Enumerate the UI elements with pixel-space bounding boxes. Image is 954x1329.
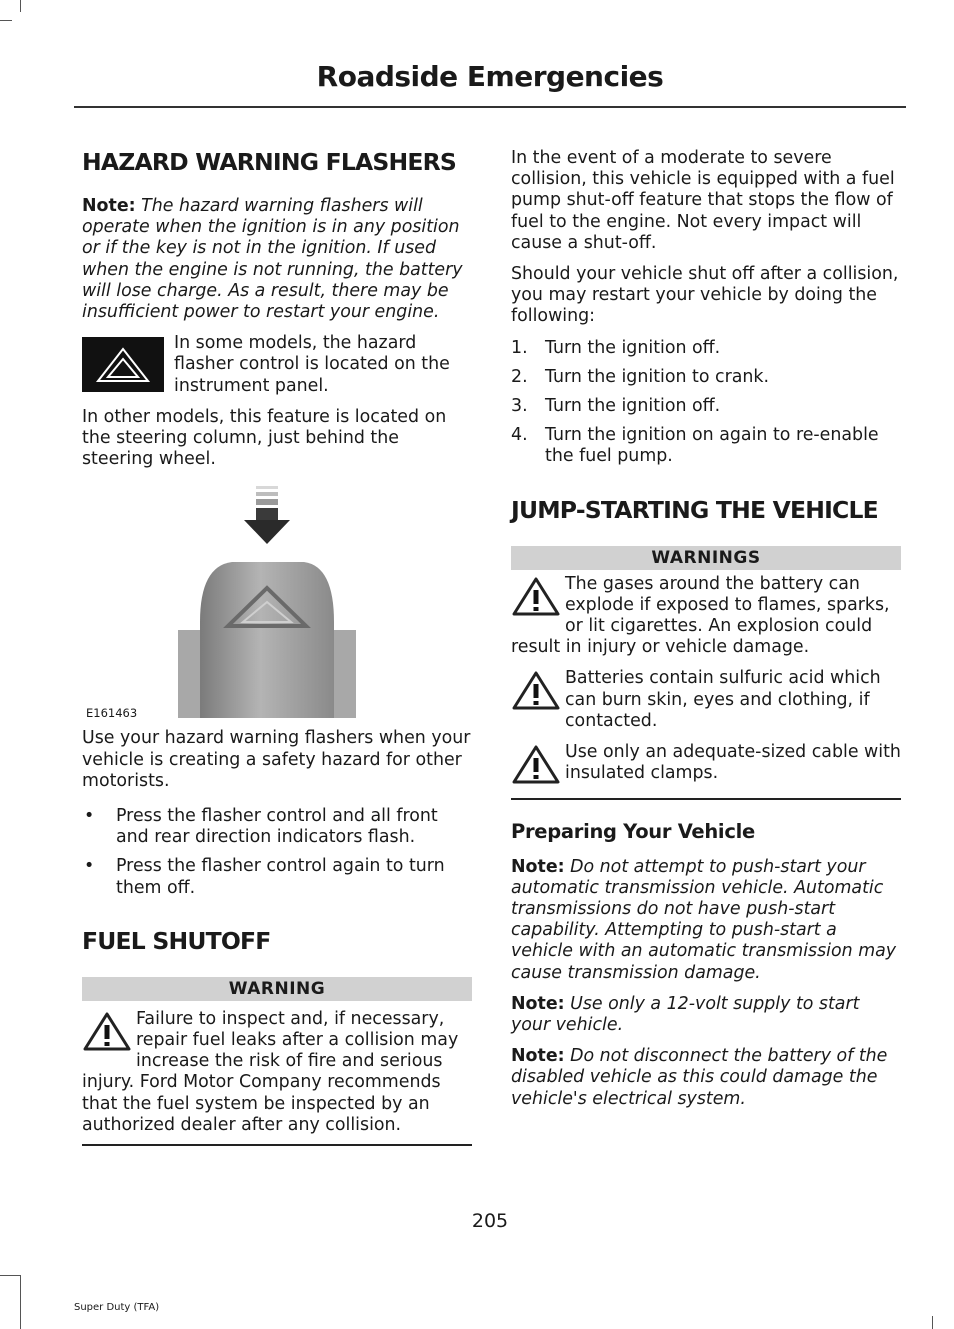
note-text: The hazard warning flashers will operate when the ignition is in any position or if the key is not in the ignition. If used when the engine is not running, the battery will lose charge. As a result, there may be insufficient power to restart your engine. — [82, 196, 463, 323]
warning-end-rule — [511, 798, 901, 800]
jump-heading: JUMP-STARTING THE VEHICLE — [511, 495, 878, 524]
restart-steps — [511, 338, 901, 468]
fuel-intro: In the event of a moderate to severe collision, this vehicle is equipped with a fuel pump shut-off feature that stops the flow of fuel to the engine. Not every impact will cause a shut-off. — [511, 148, 895, 253]
hazard-bullet-list — [82, 806, 472, 899]
jump-note: Note: Do not attempt to push-start your automatic transmission vehicle. Automatic transmissions do not have push-start capability. Attempting to push-start a vehicle with an automatic transmission may cause transmission damage. — [511, 856, 897, 983]
jump-warning: Use only an adequate-sized cable with insulated clamps. — [511, 742, 901, 786]
hazard-button-illustration — [82, 482, 472, 722]
jump-note: Note: Do not disconnect the battery of the disabled vehicle as this could damage the vehicle's electrical system. — [511, 1046, 888, 1109]
list-item: 4. Turn the ignition on again to re-enable the fuel pump. — [511, 425, 879, 467]
crop-mark — [932, 1316, 933, 1329]
list-item: 3. Turn the ignition off. — [511, 396, 721, 417]
warning-triangle-icon — [82, 1011, 132, 1053]
page-number: 205 — [471, 1210, 509, 1232]
jump-warning: The gases around the battery can explode if exposed to flames, sparks, or lit cigarettes. An explosion could result in injury or vehicle damage. — [511, 573, 890, 658]
footer-model: Super Duty (TFA) — [74, 1302, 160, 1313]
crop-mark — [20, 0, 21, 12]
jump-note: Note: Use only a 12-volt supply to start your vehicle. — [511, 993, 860, 1035]
figure-label: E161463 — [86, 706, 138, 721]
left-column — [82, 146, 472, 1146]
preparing-heading: Preparing Your Vehicle — [511, 819, 755, 843]
hazard-button-figure — [82, 482, 472, 722]
fuel-heading: FUEL SHUTOFF — [82, 926, 271, 955]
fuel-warning-bar: WARNING — [82, 977, 472, 1001]
warning-triangle-icon — [511, 576, 561, 618]
page-header-title: Roadside Emergencies — [316, 60, 664, 93]
hazard-note — [82, 196, 472, 323]
jump-warning: Batteries contain sulfuric acid which can burn skin, eyes and clothing, if contacted. — [511, 668, 901, 732]
crop-mark — [0, 1275, 20, 1276]
hazard-icon-row — [82, 333, 472, 397]
hazard-use-text: Use your hazard warning flashers when your vehicle is creating a safety hazard for other motorists. — [82, 728, 471, 791]
list-item: 2. Turn the ignition to crank. — [511, 366, 770, 387]
hazard-triangle-icon — [82, 337, 164, 392]
list-item: 1. Turn the ignition off. — [511, 337, 721, 358]
crop-mark — [0, 20, 12, 21]
fuel-restart: Should your vehicle shut off after a collision, you may restart your vehicle by doing the following: — [511, 264, 899, 327]
list-item: • Press the flasher control and all front and rear direction indicators flash. — [82, 806, 472, 848]
warning-end-rule — [82, 1144, 472, 1146]
jump-warnings-bar: WARNINGS — [511, 546, 901, 570]
list-item: • Press the flasher control again to turn them off. — [82, 856, 472, 898]
hazard-other-models: In other models, this feature is located on the steering column, just behind the steering wheel. — [82, 406, 447, 470]
note-label: Note: — [82, 196, 136, 216]
hazard-icon-text: In some models, the hazard flasher control is located on the instrument panel. — [174, 333, 450, 396]
fuel-warning-text: Failure to inspect and, if necessary, repair fuel leaks after a collision may increase the risk of fire and serious injury. Ford Motor Company recommends that the fuel system be inspected by an authorized dealer after any collision. — [82, 1008, 459, 1135]
hazard-heading: HAZARD WARNING FLASHERS — [82, 148, 457, 176]
right-column — [511, 148, 901, 1120]
warning-triangle-icon — [511, 744, 561, 786]
crop-mark — [20, 1275, 21, 1329]
fuel-warning — [82, 1009, 472, 1136]
header-rule — [74, 106, 906, 108]
warning-triangle-icon — [511, 670, 561, 712]
